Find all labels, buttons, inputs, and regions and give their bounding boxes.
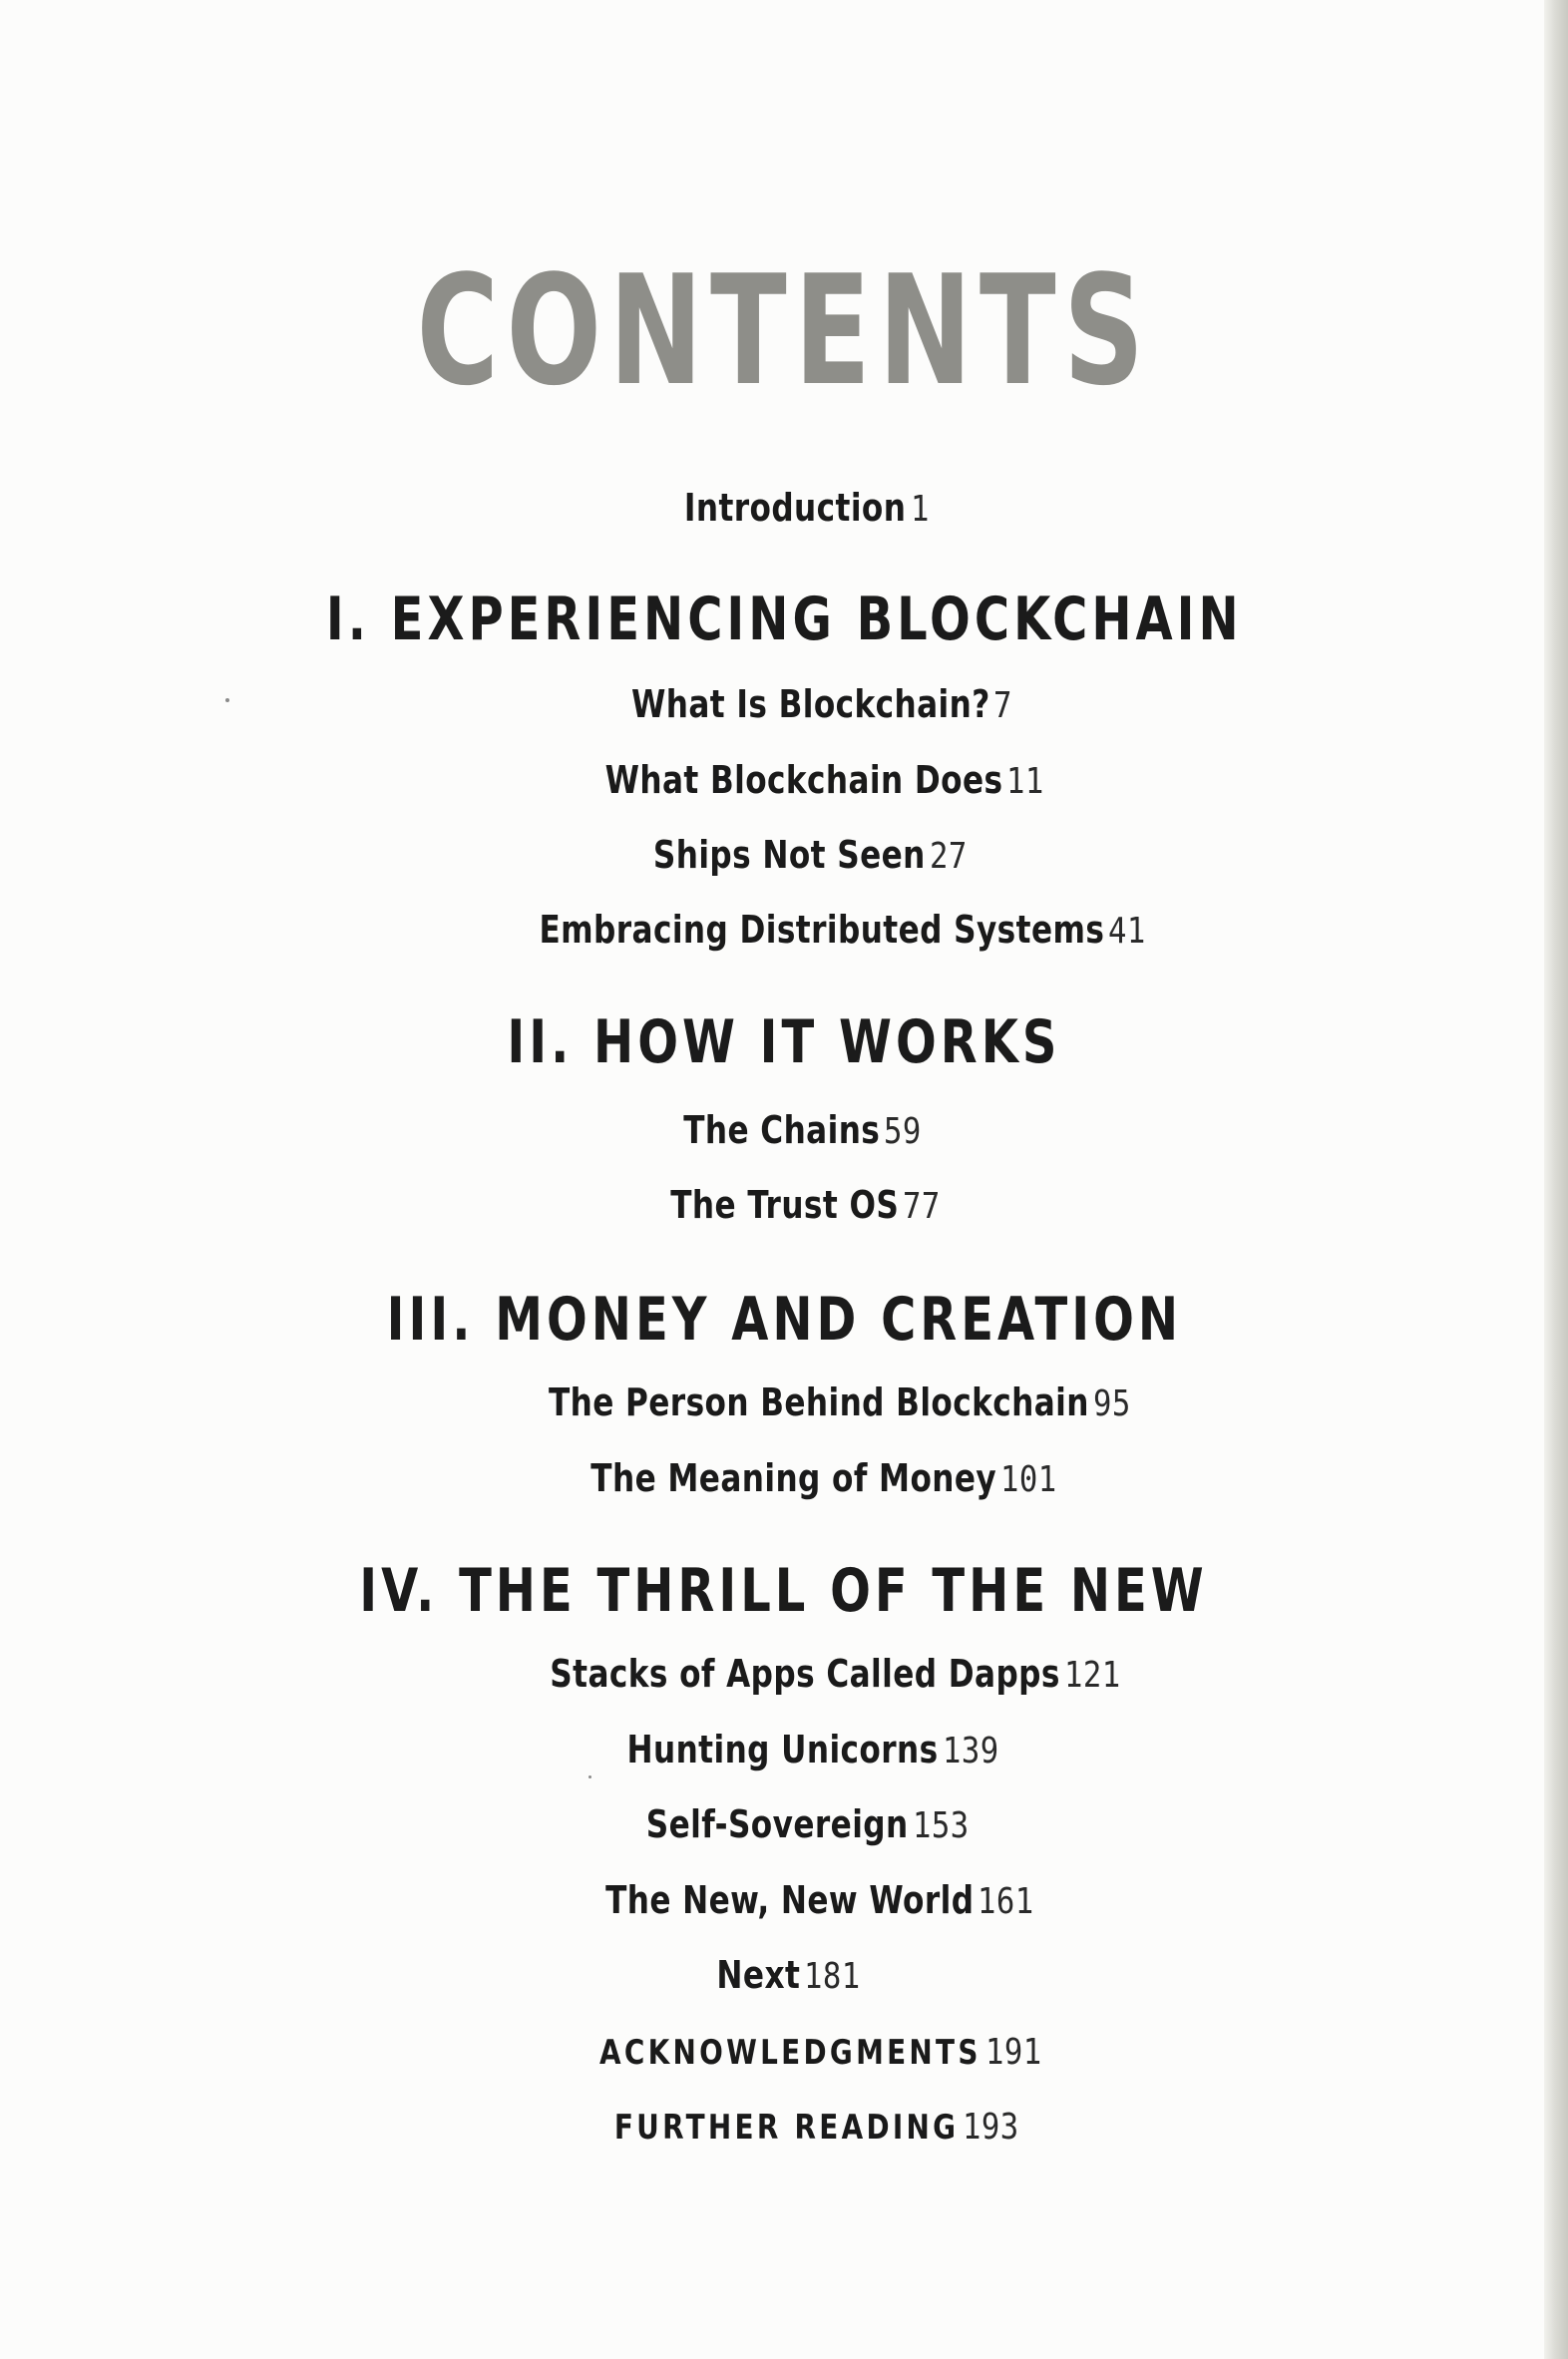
toc-entry	[0, 1107, 1568, 1155]
toc-entry	[0, 907, 1568, 955]
toc-entry-label: Ships Not Seen	[653, 833, 927, 877]
paper-speck	[588, 1775, 591, 1778]
toc-entry	[0, 1455, 1568, 1503]
toc-entry-label: The Person Behind Blockchain	[549, 1380, 1090, 1424]
toc-entry	[0, 1651, 1568, 1699]
toc-entry-page-number: 181	[803, 1956, 861, 1997]
toc-entry-page-number: 77	[903, 1186, 942, 1227]
contents-title: CONTENTS	[416, 242, 1152, 419]
toc-entry-label: The Chains	[682, 1108, 880, 1152]
toc-entry-page-number: 153	[913, 1805, 970, 1846]
section-heading-label: I. EXPERIENCING BLOCKCHAIN	[325, 585, 1243, 654]
toc-entry	[0, 2103, 1568, 2151]
toc-entry-page-number: 27	[930, 836, 968, 877]
toc-entry-label: The New, New World	[604, 1878, 974, 1922]
toc-entry-page-number: 11	[1006, 761, 1044, 802]
toc-entry	[0, 832, 1568, 880]
toc-entry-page-number: 95	[1093, 1383, 1131, 1424]
toc-entry-page-number: 7	[993, 685, 1013, 726]
toc-entry-label: What Is Blockchain?	[630, 682, 990, 726]
section-heading-label: III. MONEY AND CREATION	[386, 1285, 1182, 1355]
toc-entry-page-number: 59	[883, 1111, 922, 1152]
toc-entry-label: The Meaning of Money	[589, 1456, 996, 1500]
toc-entry	[0, 1379, 1568, 1427]
toc-entry-page-number: 161	[977, 1881, 1034, 1922]
toc-entry	[0, 1727, 1568, 1774]
toc-entry-label: Next	[716, 1953, 800, 1997]
toc-entry-page-number: 191	[985, 2032, 1042, 2073]
toc-entry-page-number: 193	[963, 2107, 1019, 2148]
toc-entry-label: Stacks of Apps Called Dapps	[550, 1652, 1060, 1696]
toc-entry	[0, 2028, 1568, 2076]
toc-entry	[0, 757, 1568, 805]
toc-entry-page-number: 139	[943, 1731, 999, 1771]
section-heading	[0, 1287, 1568, 1353]
toc-entry-label: Hunting Unicorns	[626, 1728, 940, 1771]
toc-entry	[0, 1952, 1568, 2000]
section-heading	[0, 587, 1568, 652]
section-heading	[0, 1009, 1568, 1075]
toc-entry-page-number: 101	[999, 1459, 1057, 1500]
toc-entry-label: ACKNOWLEDGMENTS	[599, 2033, 982, 2073]
toc-entry-page-number: 121	[1063, 1655, 1121, 1696]
section-heading	[0, 1558, 1568, 1624]
toc-entry-label: The Trust OS	[670, 1183, 900, 1227]
section-heading-label: IV. THE THRILL OF THE NEW	[359, 1556, 1209, 1626]
toc-entry-label: Embracing Distributed Systems	[539, 908, 1105, 952]
toc-entry-label: Self-Sovereign	[646, 1802, 910, 1846]
toc-entry	[0, 485, 1568, 533]
toc-entry	[0, 681, 1568, 729]
toc-entry	[0, 1801, 1568, 1849]
toc-entry	[0, 1182, 1568, 1230]
toc-entry-label: What Blockchain Does	[604, 758, 1003, 802]
toc-entry-page-number: 1	[910, 489, 930, 530]
toc-entry-page-number: 41	[1108, 911, 1147, 952]
toc-entry-label: Introduction	[684, 486, 907, 530]
toc-entry	[0, 1877, 1568, 1925]
page-edge-shadow	[1544, 0, 1568, 2359]
toc-entry-label: FURTHER READING	[613, 2108, 960, 2148]
section-heading-label: II. HOW IT WORKS	[507, 1007, 1061, 1077]
